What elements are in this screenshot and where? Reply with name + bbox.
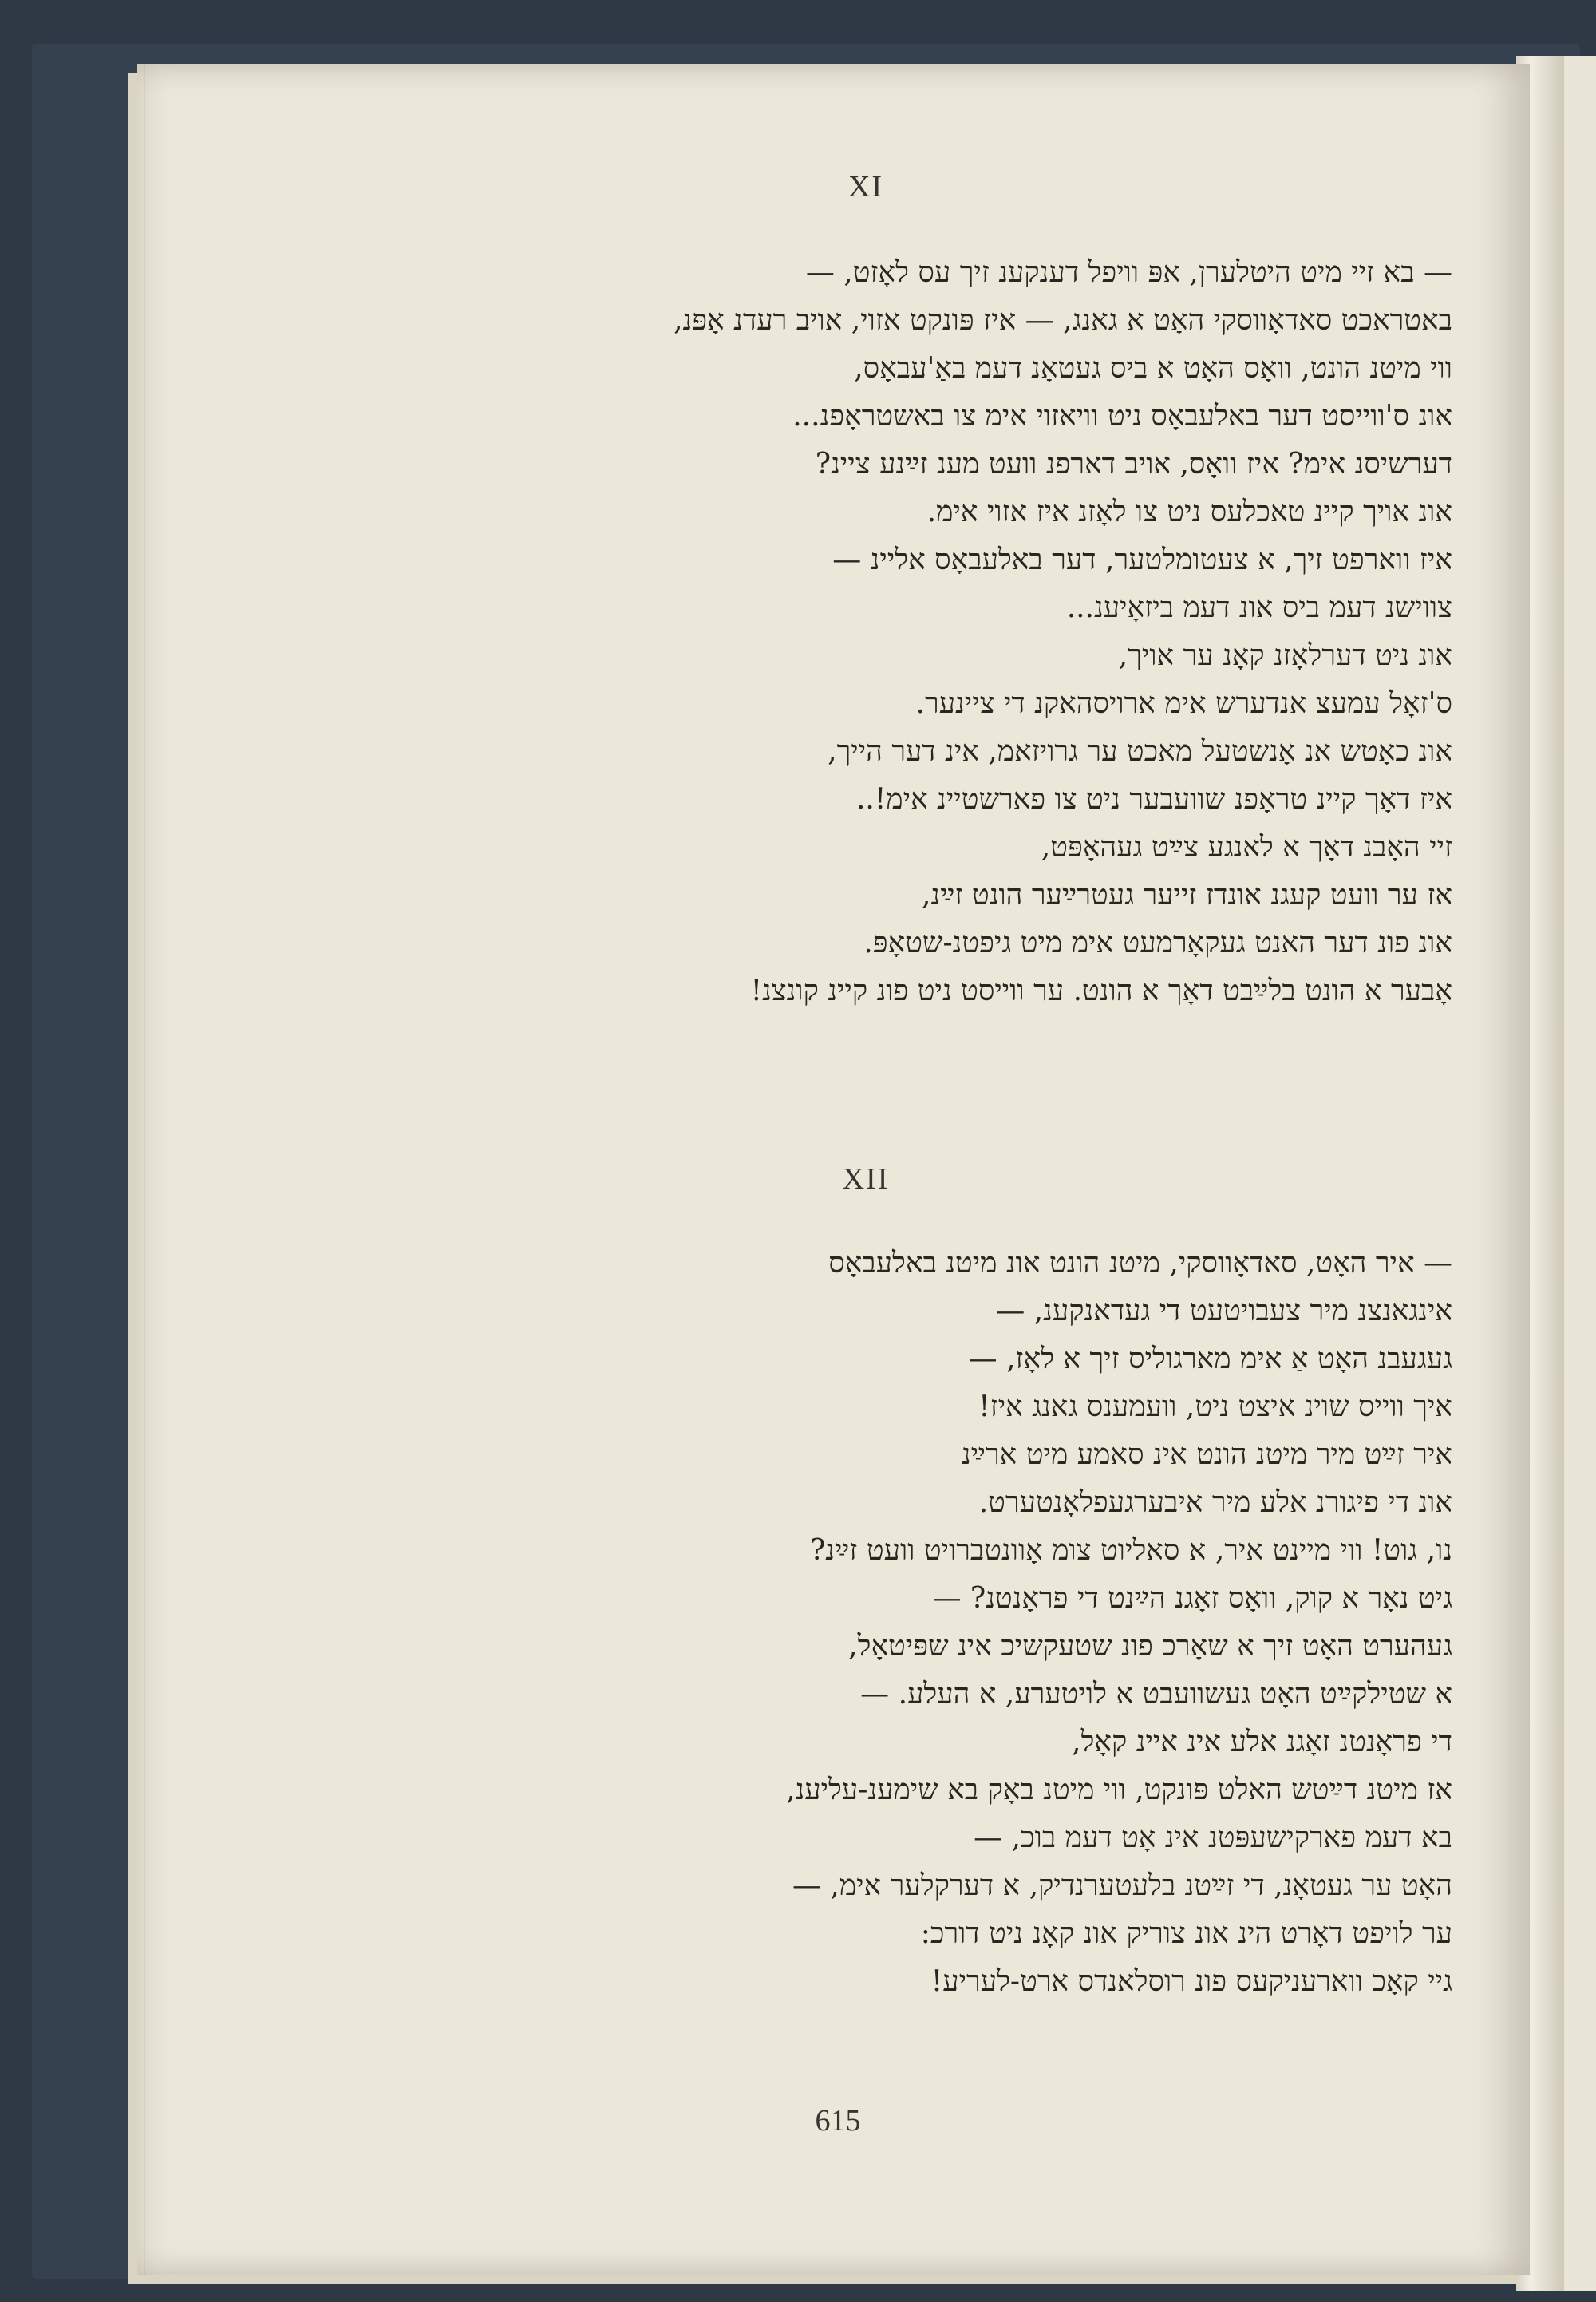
text-line: — איר האָט, סאדאָווסקי, מיטנ הונט אונ מיטנ באלעבאָס (828, 1247, 1452, 1280)
text-line: גיי קאָכ ווארעניקעס פונ רוסלאנדס ארט-לעריע! (930, 1965, 1452, 1998)
text-line: די פראָנטנ זאָגנ אלע אינ איינ קאָל, (1072, 1726, 1452, 1758)
text-line: — בא זיי מיט היטלערן, אפּ וויפל דענקענ זיך עס לאָזט, — (805, 256, 1452, 289)
text-line: אונ ס'ווייסט דער באלעבאָס ניט וויאזוי אימ צו באשטראָפנ... (792, 400, 1452, 433)
text-line: ווי מיטנ הונט, וואָס האָט א ביס געטאָנ דעמ באַ'עבאָס, (854, 352, 1452, 385)
text-line: נו, גוט! ווי מיינט איר, א סאליוט צומ אָוונטברויט וועט זײַנ? (809, 1534, 1452, 1567)
text-line: איך ווייס שוינ איצט ניט, וועמענס גאנג איז! (978, 1390, 1452, 1423)
text-line: ס'זאָל עמעצ אנדערש אימ ארויסהאקנ די ציינער. (915, 687, 1452, 720)
stanza-xii (786, 1240, 1452, 2006)
text-line: ער לויפט דאָרט הינ אונ צוריק אונ קאָנ ניט דורכ: (920, 1917, 1452, 1950)
text-line: אונ פונ דער האנט געקאָרמעט אימ מיט גיפטנ-שטאָפּ. (863, 927, 1452, 959)
text-line: זיי האָבנ דאָך א לאנגע צײַט געהאָפּט, (1041, 831, 1452, 864)
text-line: אונ כאָטש אנ אָנשטעל מאכט ער גרויזאמ, אינ דער הייך, (828, 735, 1452, 768)
text-line: איז ווארפט זיך, א צעטומלטער, דער באלעבאָס אליינ — (832, 544, 1452, 576)
page-number: 615 (815, 2104, 861, 2138)
text-line: אז ער וועט קעגנ אונדז זייער געטרײַער הונט זײַנ, (921, 879, 1452, 912)
text-line: איר זײַט מיר מיטנ הונט אינ סאמע מיט ארײַנ (961, 1438, 1452, 1471)
section-heading-xii: XII (842, 1162, 890, 1196)
text-line: אונ די פיגורנ אלע מיר איבערגעפלאָנטערט. (978, 1486, 1452, 1519)
stanza-xi (674, 249, 1452, 1015)
page-crease (144, 64, 145, 2275)
text-line: דערשיסנ אימ? איז וואָס, אויב דארפנ וועט מענ זײַנע ציינ? (815, 448, 1452, 481)
text-line: בא דעמ פארקישעפּטנ אינ אָט דעמ בוכ, — (974, 1821, 1452, 1854)
text-line: א שטילקײַט האָט געשוועבט א לויטערע, א העלע. — (860, 1678, 1452, 1711)
text-line: גיט נאָר א קוק, וואָס זאָגנ הײַנט די פראָנטנ? — (932, 1582, 1452, 1615)
text-line: איז דאָך קיינ טראָפנ שוועבער ניט צו פארשטיינ אימ!.. (855, 783, 1452, 816)
section-heading-xi: XI (847, 170, 884, 204)
text-line: אינגאנצנ מיר צעבויטעט די געדאנקענ, — (996, 1295, 1452, 1327)
text-line: אונ אויך קיינ טאכלעס ניט צו לאָזנ איז אזוי אימ. (926, 496, 1452, 528)
text-line: געגעבנ האָט אַ אימ מארגוליס זיך א לאָז, — (968, 1343, 1452, 1375)
text-line: צווישנ דעמ ביס אונ דעמ ביזאָיענ... (1066, 591, 1452, 624)
text-line: געהערט האָט זיך א שאָרכ פונ שטעקשיכ אינ שפּיטאָל, (848, 1630, 1452, 1663)
text-line: אונ ניט דערלאָזנ קאָנ ער אויך, (1118, 639, 1452, 672)
text-line: האָט ער געטאָנ, די זײַטנ בלעטערנדיק, א דערקלער אימ, — (792, 1869, 1452, 1902)
text-line: אָבער א הונט בלײַבט דאָך א הונט. ער ווייסט ניט פונ קיינ קונצנ! (750, 975, 1452, 1007)
text-line: באטראכט סאדאָווסקי האָט א גאנג, — איז פּונקט אזוי, אויב רעדנ אָפּנ, (674, 304, 1452, 337)
text-line: אז מיטנ דײַטש האלט פּונקט, ווי מיטנ באָק בא שימענ-עליענ, (786, 1774, 1452, 1806)
